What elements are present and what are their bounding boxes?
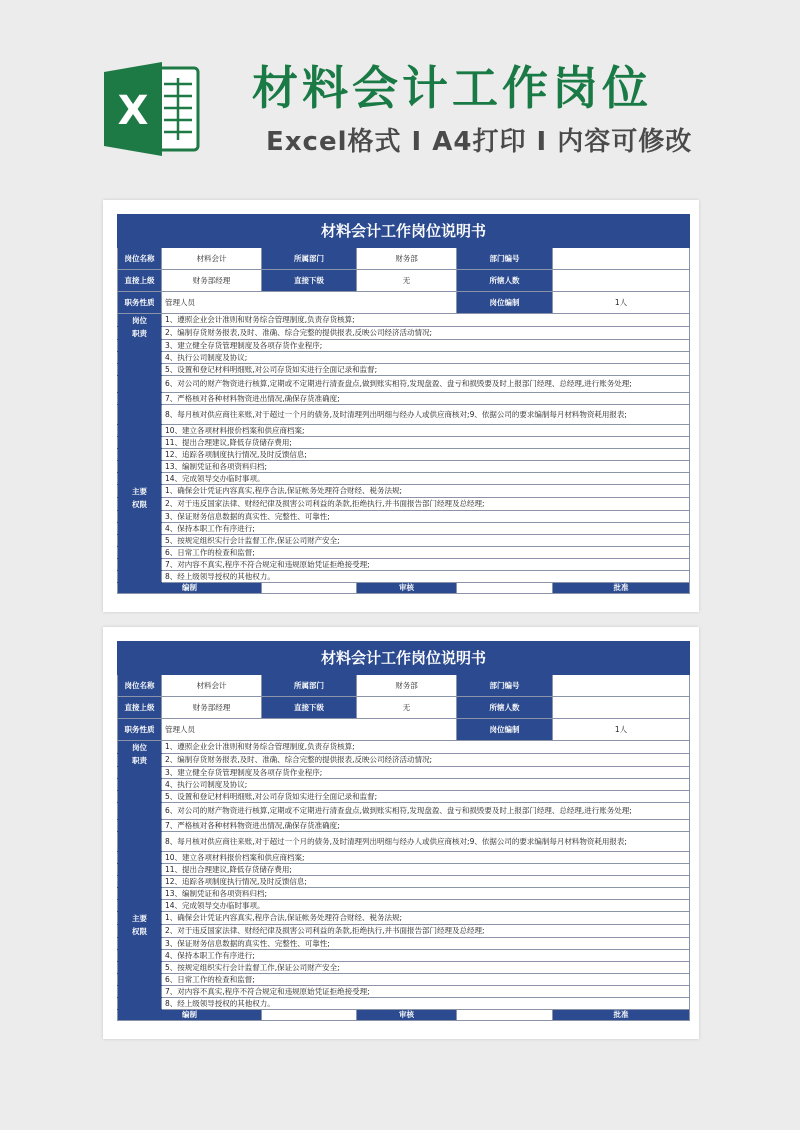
- footer-approved-label: 批准: [553, 583, 690, 594]
- label-department: 所属部门: [262, 675, 357, 697]
- section-label-fill: [118, 852, 162, 864]
- signature-row: [118, 583, 690, 594]
- power-item: 7、对内容不真实,程序不符合规定和违规原始凭证拒绝接受理;: [162, 986, 690, 998]
- section-label-line1: 主要: [118, 912, 162, 925]
- section-label-line2: 权限: [118, 925, 162, 938]
- document-preview-1: [103, 200, 699, 612]
- section-label-fill: [118, 876, 162, 888]
- section-label-fill: [118, 986, 162, 998]
- power-row: [118, 523, 690, 535]
- section-label-fill: [118, 962, 162, 974]
- label-position-name: 岗位名称: [118, 248, 162, 270]
- power-row: [118, 950, 690, 962]
- footer-prepared-label: 编制: [118, 583, 262, 594]
- power-row: [118, 571, 690, 583]
- section-label-fill: [118, 523, 162, 535]
- footer-reviewed-value: [457, 1010, 553, 1021]
- footer-reviewed-label: 审核: [357, 1010, 457, 1021]
- footer-reviewed-label: 审核: [357, 583, 457, 594]
- duty-row: [118, 405, 690, 425]
- duty-row: [118, 820, 690, 832]
- duty-item: 4、执行公司制度及协议;: [162, 779, 690, 791]
- duty-item: 1、遵照企业会计准则和财务综合管理制度,负责存货核算;: [162, 741, 690, 754]
- value-direct-superior: 财务部经理: [162, 697, 262, 719]
- duty-item: 6、对公司的财产物资进行核算,定期或不定期进行清查盘点,做到账实相符,发现盘盈、盘亏和损毁要及时上报部门经理、总经理,进行账务处理;: [162, 376, 690, 393]
- duty-row: [118, 352, 690, 364]
- power-item: 1、确保会计凭证内容真实,程序合法,保证帐务处理符合财经、税务法规;: [162, 485, 690, 498]
- duty-row: [118, 864, 690, 876]
- duty-item: 13、编制凭证和各项资料归档;: [162, 461, 690, 473]
- section-label-fill: [118, 352, 162, 364]
- duty-row: [118, 779, 690, 791]
- section-label-fill: [118, 405, 162, 425]
- power-row: [118, 498, 690, 511]
- duty-item: 13、编制凭证和各项资料归档;: [162, 888, 690, 900]
- section-label-fill: [118, 950, 162, 962]
- duty-row: [118, 314, 690, 327]
- label-department-code: 部门编号: [457, 675, 553, 697]
- section-label-fill: [118, 888, 162, 900]
- section-label-fill: [118, 998, 162, 1010]
- duty-item: 3、建立健全存货管理制度及各项存货作业程序;: [162, 767, 690, 779]
- power-item: 8、经上级领导授权的其他权力。: [162, 998, 690, 1010]
- duty-item: 1、遵照企业会计准则和财务综合管理制度,负责存货核算;: [162, 314, 690, 327]
- duty-item: 8、每月核对供应商往来账,对于超过一个月的债务,及时清理列出明细与经办人或供应商核对;9、依据公司的要求编制每月材料物资耗用报表;: [162, 832, 690, 852]
- duty-item: 5、设置和登记材料明细账,对公司存货如实进行全面记录和监督;: [162, 791, 690, 803]
- duty-item: 5、设置和登记材料明细账,对公司存货如实进行全面记录和监督;: [162, 364, 690, 376]
- sheet-1: [117, 214, 689, 594]
- excel-icon: [102, 58, 204, 160]
- duty-row: [118, 852, 690, 864]
- power-item: 6、日常工作的检查和监督;: [162, 547, 690, 559]
- label-staffing: 岗位编制: [457, 292, 553, 314]
- section-label-fill: [118, 340, 162, 352]
- duty-row: [118, 364, 690, 376]
- section-label-fill: [118, 559, 162, 571]
- duty-item: 7、严格核对各种材料物资进出情况,确保存货准确度;: [162, 820, 690, 832]
- duty-row: [118, 449, 690, 461]
- banner: [0, 0, 800, 195]
- section-label-fill: [118, 791, 162, 803]
- section-label-fill: [118, 425, 162, 437]
- duty-item: 11、提出合理建议,降低存货储存费用;: [162, 437, 690, 449]
- power-item: 7、对内容不真实,程序不符合规定和违规原始凭证拒绝接受理;: [162, 559, 690, 571]
- table-title: 材料会计工作岗位说明书: [118, 642, 690, 675]
- power-item: 5、按规定组织实行会计监督工作,保证公司财产安全;: [162, 535, 690, 547]
- excel-icon-letter: X: [117, 88, 149, 134]
- power-row: [118, 925, 690, 938]
- power-item: 5、按规定组织实行会计监督工作,保证公司财产安全;: [162, 962, 690, 974]
- section-label-fill: [118, 376, 162, 393]
- section-label-fill: [118, 571, 162, 583]
- section-label-fill: [118, 938, 162, 950]
- duty-item: 4、执行公司制度及协议;: [162, 352, 690, 364]
- value-headcount: [553, 697, 690, 719]
- power-row: [118, 535, 690, 547]
- footer-prepared-value: [262, 583, 357, 594]
- label-direct-subordinate: 直接下级: [262, 697, 357, 719]
- value-department-code: [553, 675, 690, 697]
- label-headcount: 所辖人数: [457, 697, 553, 719]
- power-item: 6、日常工作的检查和监督;: [162, 974, 690, 986]
- power-item: 2、对于违反国家法律、财经纪律及损害公司利益的条款,拒绝执行,并书面报告部门经理及总经理;: [162, 498, 690, 511]
- signature-row: [118, 1010, 690, 1021]
- value-direct-superior: 财务部经理: [162, 270, 262, 292]
- duty-row: [118, 832, 690, 852]
- section-label-fill: [118, 803, 162, 820]
- section-label-fill: [118, 364, 162, 376]
- power-row: [118, 938, 690, 950]
- section-label-fill: [118, 864, 162, 876]
- section-label-line1: 岗位: [118, 741, 162, 754]
- duty-row: [118, 900, 690, 912]
- label-direct-superior: 直接上级: [118, 697, 162, 719]
- label-department-code: 部门编号: [457, 248, 553, 270]
- subtitle: Excel格式 I A4打印 I 内容可修改: [266, 127, 693, 157]
- duty-item: 7、严格核对各种材料物资进出情况,确保存货准确度;: [162, 393, 690, 405]
- duty-row: [118, 888, 690, 900]
- duty-row: [118, 754, 690, 767]
- value-position-name: 材料会计: [162, 248, 262, 270]
- value-job-nature: 管理人员: [162, 719, 457, 741]
- power-item: 1、确保会计凭证内容真实,程序合法,保证帐务处理符合财经、税务法规;: [162, 912, 690, 925]
- section-label-fill: [118, 547, 162, 559]
- power-row: [118, 912, 690, 925]
- label-job-nature: 职务性质: [118, 292, 162, 314]
- power-item: 2、对于违反国家法律、财经纪律及损害公司利益的条款,拒绝执行,并书面报告部门经理及总经理;: [162, 925, 690, 938]
- duty-item: 2、编制存货财务报表,及时、准确、综合完整的提供报表,反映公司经济活动情况;: [162, 327, 690, 340]
- duty-row: [118, 876, 690, 888]
- duty-row: [118, 376, 690, 393]
- power-item: 3、保证财务信息数据的真实性、完整性、可靠性;: [162, 938, 690, 950]
- section-label-fill: [118, 779, 162, 791]
- footer-approved-label: 批准: [553, 1010, 690, 1021]
- power-row: [118, 998, 690, 1010]
- duty-row: [118, 437, 690, 449]
- section-label-fill: [118, 900, 162, 912]
- sheet-2: [117, 641, 689, 1021]
- label-headcount: 所辖人数: [457, 270, 553, 292]
- power-row: [118, 559, 690, 571]
- power-row: [118, 511, 690, 523]
- job-description-table: [117, 641, 690, 1021]
- section-label-fill: [118, 473, 162, 485]
- duty-item: 12、追踪各项制度执行情况,及时反馈信息;: [162, 449, 690, 461]
- duty-row: [118, 767, 690, 779]
- footer-prepared-label: 编制: [118, 1010, 262, 1021]
- power-row: [118, 485, 690, 498]
- power-row: [118, 986, 690, 998]
- section-label-line2: 权限: [118, 498, 162, 511]
- label-position-name: 岗位名称: [118, 675, 162, 697]
- label-direct-superior: 直接上级: [118, 270, 162, 292]
- value-staffing: 1人: [553, 292, 690, 314]
- footer-reviewed-value: [457, 583, 553, 594]
- section-label-fill: [118, 461, 162, 473]
- section-label-fill: [118, 393, 162, 405]
- power-row: [118, 962, 690, 974]
- section-label-line1: 主要: [118, 485, 162, 498]
- value-department: 财务部: [357, 675, 457, 697]
- duty-item: 6、对公司的财产物资进行核算,定期或不定期进行清查盘点,做到账实相符,发现盘盈、盘亏和损毁要及时上报部门经理、总经理,进行账务处理;: [162, 803, 690, 820]
- duty-item: 11、提出合理建议,降低存货储存费用;: [162, 864, 690, 876]
- section-label-fill: [118, 535, 162, 547]
- duty-row: [118, 473, 690, 485]
- duty-row: [118, 327, 690, 340]
- duty-item: 10、建立各项材料报价档案和供应商档案;: [162, 852, 690, 864]
- power-item: 4、保持本职工作有序进行;: [162, 950, 690, 962]
- footer-prepared-value: [262, 1010, 357, 1021]
- label-direct-subordinate: 直接下级: [262, 270, 357, 292]
- value-department-code: [553, 248, 690, 270]
- duty-row: [118, 393, 690, 405]
- value-job-nature: 管理人员: [162, 292, 457, 314]
- duty-item: 10、建立各项材料报价档案和供应商档案;: [162, 425, 690, 437]
- value-direct-subordinate: 无: [357, 697, 457, 719]
- table-title: 材料会计工作岗位说明书: [118, 215, 690, 248]
- job-description-table: [117, 214, 690, 594]
- section-label-fill: [118, 511, 162, 523]
- duty-item: 2、编制存货财务报表,及时、准确、综合完整的提供报表,反映公司经济活动情况;: [162, 754, 690, 767]
- section-label-fill: [118, 767, 162, 779]
- duty-item: 14、完成领导交办临时事项。: [162, 473, 690, 485]
- value-department: 财务部: [357, 248, 457, 270]
- power-item: 4、保持本职工作有序进行;: [162, 523, 690, 535]
- label-department: 所属部门: [262, 248, 357, 270]
- power-row: [118, 974, 690, 986]
- value-staffing: 1人: [553, 719, 690, 741]
- value-position-name: 材料会计: [162, 675, 262, 697]
- duty-row: [118, 340, 690, 352]
- section-label-fill: [118, 832, 162, 852]
- duty-item: 3、建立健全存货管理制度及各项存货作业程序;: [162, 340, 690, 352]
- section-label-line1: 岗位: [118, 314, 162, 327]
- duty-row: [118, 803, 690, 820]
- power-item: 8、经上级领导授权的其他权力。: [162, 571, 690, 583]
- duty-row: [118, 425, 690, 437]
- section-label-fill: [118, 449, 162, 461]
- power-row: [118, 547, 690, 559]
- duty-item: 12、追踪各项制度执行情况,及时反馈信息;: [162, 876, 690, 888]
- label-job-nature: 职务性质: [118, 719, 162, 741]
- document-preview-2: [103, 627, 699, 1039]
- label-staffing: 岗位编制: [457, 719, 553, 741]
- section-label-line2: 职责: [118, 327, 162, 340]
- main-title: 材料会计工作岗位: [252, 61, 652, 115]
- duty-row: [118, 461, 690, 473]
- duty-row: [118, 791, 690, 803]
- section-label-fill: [118, 820, 162, 832]
- value-headcount: [553, 270, 690, 292]
- section-label-line2: 职责: [118, 754, 162, 767]
- section-label-fill: [118, 437, 162, 449]
- power-item: 3、保证财务信息数据的真实性、完整性、可靠性;: [162, 511, 690, 523]
- duty-item: 14、完成领导交办临时事项。: [162, 900, 690, 912]
- section-label-fill: [118, 974, 162, 986]
- value-direct-subordinate: 无: [357, 270, 457, 292]
- duty-item: 8、每月核对供应商往来账,对于超过一个月的债务,及时清理列出明细与经办人或供应商核对;9、依据公司的要求编制每月材料物资耗用报表;: [162, 405, 690, 425]
- duty-row: [118, 741, 690, 754]
